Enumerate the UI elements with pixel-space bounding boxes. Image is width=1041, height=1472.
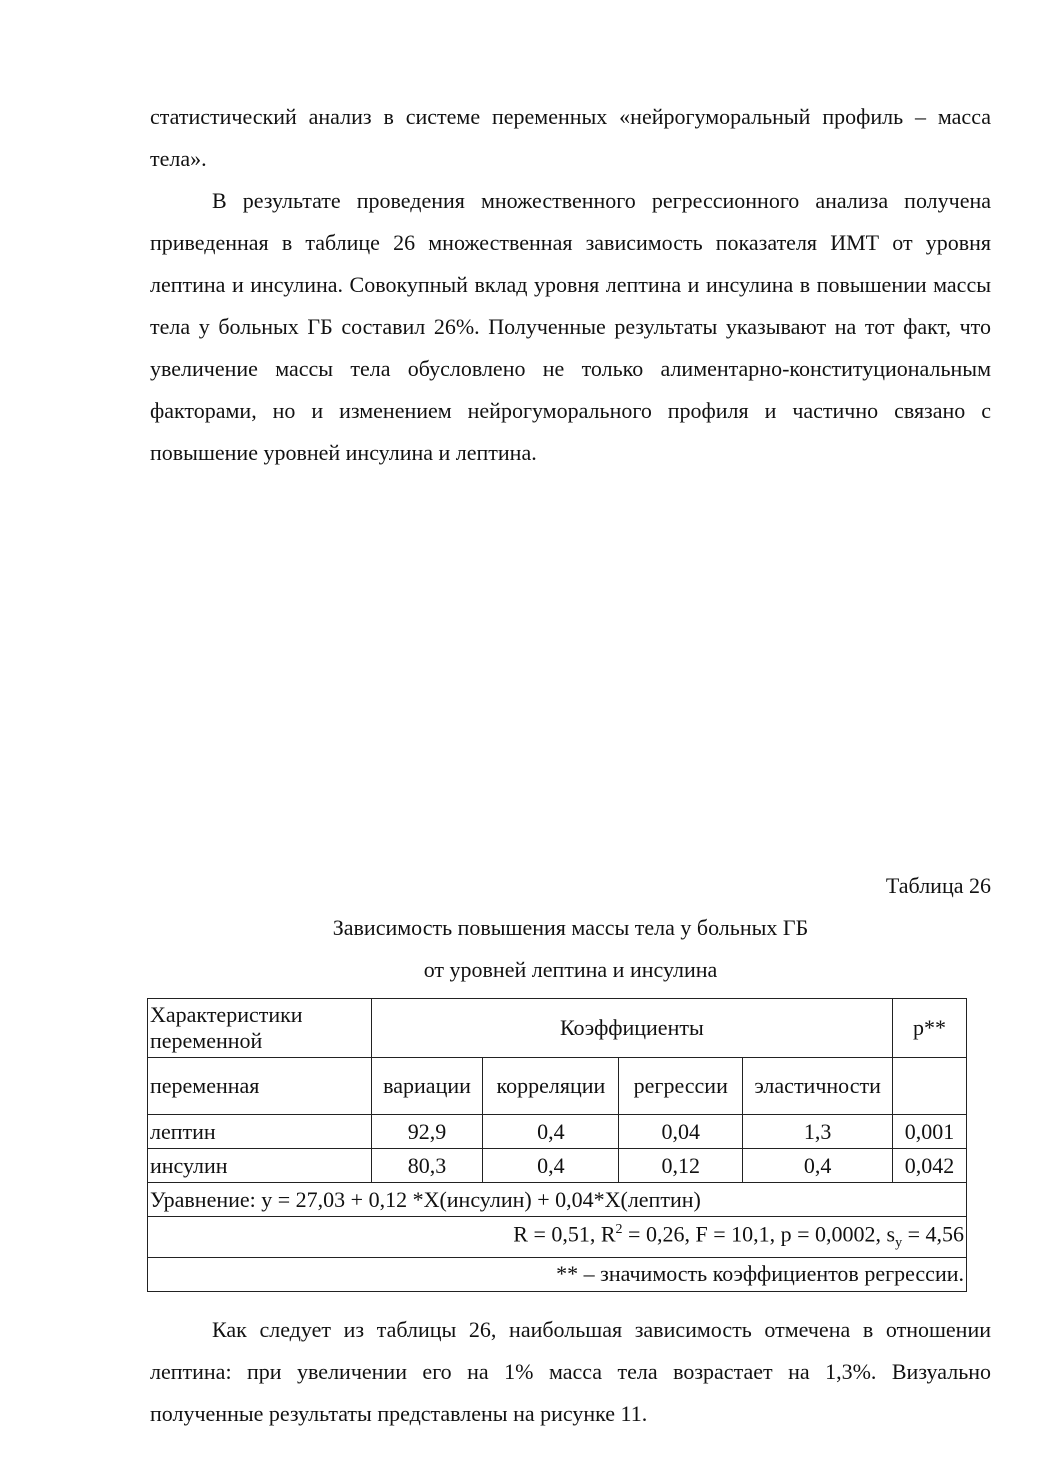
cell-correlation: 0,4 bbox=[483, 1115, 619, 1149]
header-variation: вариации bbox=[371, 1058, 483, 1115]
stats-subscript: y bbox=[895, 1235, 903, 1251]
document-page bbox=[150, 96, 991, 1426]
cell-elasticity: 0,4 bbox=[743, 1149, 893, 1183]
paragraph-regression-results: В результате проведения множественного регрессионного анализа получена приведенная в таблице 26 множественная зависимость показателя ИМТ от уровня лептина и инсулина. Совокупный вклад уровня лептина и инсулина в повышении массы тела у больных ГБ составил 26%. Полученные результаты указывают на тот факт, что увеличение массы тела обусловлено не только алиментарно-конституциональным факторами, но и изменением нейрогуморального профиля и частично связано с повышение уровней инсулина и лептина. bbox=[150, 188, 991, 465]
cell-p: 0,042 bbox=[893, 1149, 967, 1183]
header-p: p** bbox=[893, 999, 967, 1058]
table-row bbox=[148, 1149, 967, 1183]
row-name: лептин bbox=[148, 1115, 372, 1149]
cell-correlation: 0,4 bbox=[483, 1149, 619, 1183]
stats-end: = 4,56 bbox=[902, 1221, 964, 1247]
cell-regression: 0,04 bbox=[619, 1115, 743, 1149]
table-subheader-row bbox=[148, 1058, 967, 1115]
header-empty-cell bbox=[893, 1058, 967, 1115]
paragraph-conclusion: Как следует из таблицы 26, наибольшая зависимость отмечена в отношении лептина: при увеличении его на 1% масса тела возрастает на 1,3%. Визуально полученные результаты представлены на рисунке 11. bbox=[150, 1317, 991, 1426]
stats-r: R = 0,51, R bbox=[513, 1221, 616, 1247]
table-footnote-row bbox=[148, 1257, 967, 1291]
table-number: Таблица 26 bbox=[885, 873, 991, 898]
header-regression: регрессии bbox=[619, 1058, 743, 1115]
cell-variation: 92,9 bbox=[371, 1115, 483, 1149]
header-variable: переменная bbox=[148, 1058, 372, 1115]
stats-superscript: 2 bbox=[615, 1222, 623, 1237]
paragraph-intro: статистический анализ в системе переменных «нейрогуморальный профиль – масса тела». bbox=[150, 104, 991, 171]
regression-equation: Уравнение: y = 27,03 + 0,12 *X(инсулин) + 0,04*X(лептин) bbox=[148, 1183, 967, 1217]
row-name: инсулин bbox=[148, 1149, 372, 1183]
conclusion-block bbox=[150, 1309, 991, 1435]
regression-table bbox=[147, 998, 967, 1292]
table-stats-row bbox=[148, 1217, 967, 1258]
table-row bbox=[148, 1115, 967, 1149]
cell-elasticity: 1,3 bbox=[743, 1115, 893, 1149]
table-footnote: ** – значимость коэффициентов регрессии. bbox=[148, 1257, 967, 1291]
header-elasticity: эластичности bbox=[743, 1058, 893, 1115]
cell-p: 0,001 bbox=[893, 1115, 967, 1149]
stats-middle: = 0,26, F = 10,1, p = 0,0002, s bbox=[622, 1221, 896, 1247]
header-characteristics: Характеристики переменной bbox=[148, 999, 372, 1058]
header-coefficients: Коэффициенты bbox=[371, 999, 892, 1058]
table-header-row bbox=[148, 999, 967, 1058]
regression-statistics bbox=[148, 1217, 967, 1258]
cell-regression: 0,12 bbox=[619, 1149, 743, 1183]
header-correlation: корреляции bbox=[483, 1058, 619, 1115]
table-title-line2: от уровней лептина и инсулина bbox=[423, 957, 718, 982]
table-title-line1: Зависимость повышения массы тела у больных ГБ bbox=[332, 915, 809, 940]
cell-variation: 80,3 bbox=[371, 1149, 483, 1183]
table-equation-row bbox=[148, 1183, 967, 1217]
